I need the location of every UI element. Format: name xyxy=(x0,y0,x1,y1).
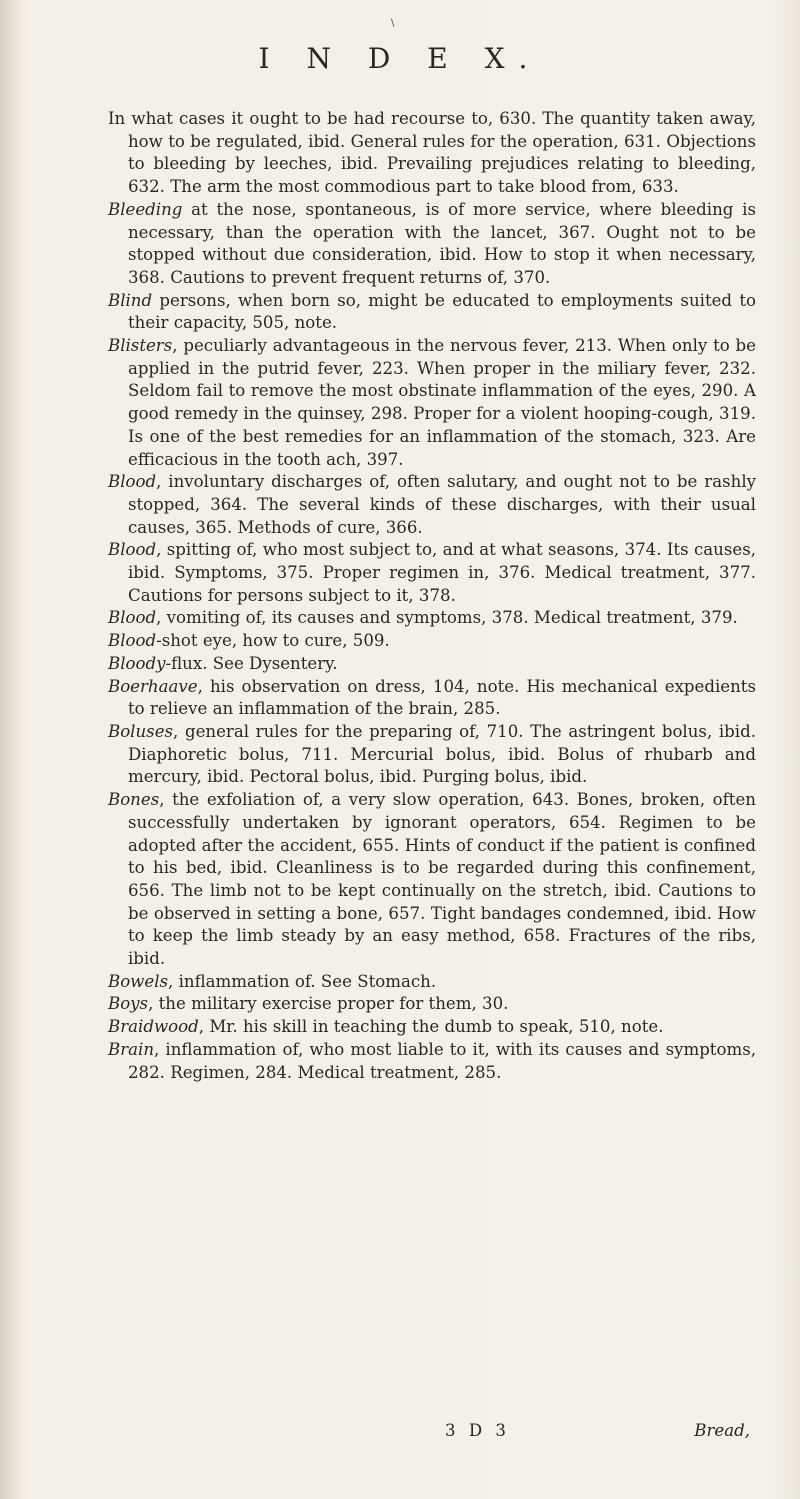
entry-headword: Blood xyxy=(108,631,157,651)
entry-text: , spitting of, who most subject to, and at what seasons, 374. Its causes, ibid. Symptoms, 375. Proper regimen in, 376. Medical treatment, 377. Cautions for persons subject to it, 378. xyxy=(128,540,756,605)
index-entry xyxy=(108,607,756,630)
entry-headword: Bleeding xyxy=(108,199,183,219)
index-entry xyxy=(108,471,756,539)
entry-text: , general rules for the preparing of, 710. The astringent bolus, ibid. Diaphoretic bolus, 711. Mercurial bolus, ibid. Bolus of rhubarb and mercury, ibid. Pectoral bolus, ibid. Purging bolus, ibid. xyxy=(128,721,756,787)
entry-text: -shot eye, how to cure, 509. xyxy=(156,631,390,651)
entry-headword: Boerhaave xyxy=(108,676,198,696)
entry-headword: Blood xyxy=(108,608,157,628)
index-entry xyxy=(108,1016,756,1039)
index-body xyxy=(108,108,756,1084)
index-entry xyxy=(108,789,756,971)
entry-headword: Braidwood xyxy=(108,1017,199,1037)
entry-text: -flux. See Dysentery. xyxy=(165,653,338,673)
entry-text: , involuntary discharges of, often salutary, and ought not to be rashly stopped, 364. The several kinds of these discharges, with their usual causes, 365. Methods of cure, 366. xyxy=(128,472,756,537)
page-gutter xyxy=(0,0,20,1499)
top-mark: \ xyxy=(391,18,395,29)
entry-headword: Bowels xyxy=(108,971,169,991)
entry-text: , peculiarly advantageous in the nervous fever, 213. When only to be applied in the putrid fever, 223. When proper in the miliary fever, 232. Seldom fail to remove the most obstinate inflammation of the eyes, 290. A good remedy in the quinsey, 298. Proper for a violent hooping-cough, 319. Is one of the best remedies for an inflammation of the stomach, 323. Are efficacious in the tooth ach, 397. xyxy=(128,336,756,469)
entry-text: , vomiting of, its causes and symptoms, 378. Medical treatment, 379. xyxy=(156,608,738,628)
entry-text: , Mr. his skill in teaching the dumb to speak, 510, note. xyxy=(198,1017,664,1037)
entry-text: at the nose, spontaneous, is of more service, where bleeding is necessary, than the operation with the lancet, 367. Ought not to be stopped without due consideration, ibid. How to stop it when necessary, 368. Cautions to prevent frequent returns of, 370. xyxy=(128,199,756,287)
entry-headword: Boluses xyxy=(108,721,174,741)
index-entry xyxy=(108,199,756,290)
entry-headword: Brain xyxy=(108,1039,155,1059)
index-entry xyxy=(108,721,756,789)
entry-headword: Blisters xyxy=(108,336,173,356)
entry-headword: Boys xyxy=(108,994,149,1014)
entry-headword: Bones xyxy=(108,790,160,810)
index-entry xyxy=(108,630,756,653)
page-footer xyxy=(108,1421,756,1443)
catchword: Bread, xyxy=(694,1421,750,1440)
entry-headword: Blind xyxy=(108,290,153,310)
page-heading: I N D E X. xyxy=(258,42,542,75)
entry-headword: Blood xyxy=(108,472,157,492)
entry-text: In what cases it ought to be had recourse to, 630. The quantity taken away, how to be regulated, ibid. General rules for the operation, 631. Objections to bleeding by leeches, ibid. Prevailing prejudices relating to bleeding, 632. The arm the most commodious part to take blood from, 633. xyxy=(108,109,756,197)
index-entry xyxy=(108,539,756,607)
index-entry xyxy=(108,676,756,721)
index-entry xyxy=(108,108,756,199)
index-entry xyxy=(108,993,756,1016)
index-entry xyxy=(108,335,756,471)
entry-text: persons, when born so, might be educated to employments suited to their capacity, 505, note. xyxy=(128,290,756,333)
entry-text: , inflammation of, who most liable to it, with its causes and symptoms, 282. Regimen, 284. Medical treatment, 285. xyxy=(128,1039,756,1082)
entry-text: , inflammation of. See Stomach. xyxy=(168,971,437,991)
index-entry xyxy=(108,290,756,335)
signature-mark: 3 D 3 xyxy=(445,1421,510,1440)
index-entry xyxy=(108,971,756,994)
entry-text: , the exfoliation of, a very slow operation, 643. Bones, broken, often successfully undertaken by ignorant operators, 654. Regimen to be adopted after the accident, 655. Hints of conduct if the patient is confined to his bed, ibid. Cleanliness is to be regarded during this confinement, 656. The limb not to be kept continually on the stretch, ibid. Cautions to be observed in setting a bone, 657. Tight bandages condemned, ibid. How to keep the limb steady by an easy method, 658. Fractures of the ribs, ibid. xyxy=(128,790,756,969)
index-entry xyxy=(108,653,756,676)
entry-headword: Blood xyxy=(108,540,157,560)
index-entry xyxy=(108,1039,756,1084)
entry-text: , the military exercise proper for them, 30. xyxy=(148,994,509,1014)
entry-headword: Bloody xyxy=(108,653,166,673)
entry-text: , his observation on dress, 104, note. His mechanical expedients to relieve an inflammation of the brain, 285. xyxy=(128,676,756,719)
